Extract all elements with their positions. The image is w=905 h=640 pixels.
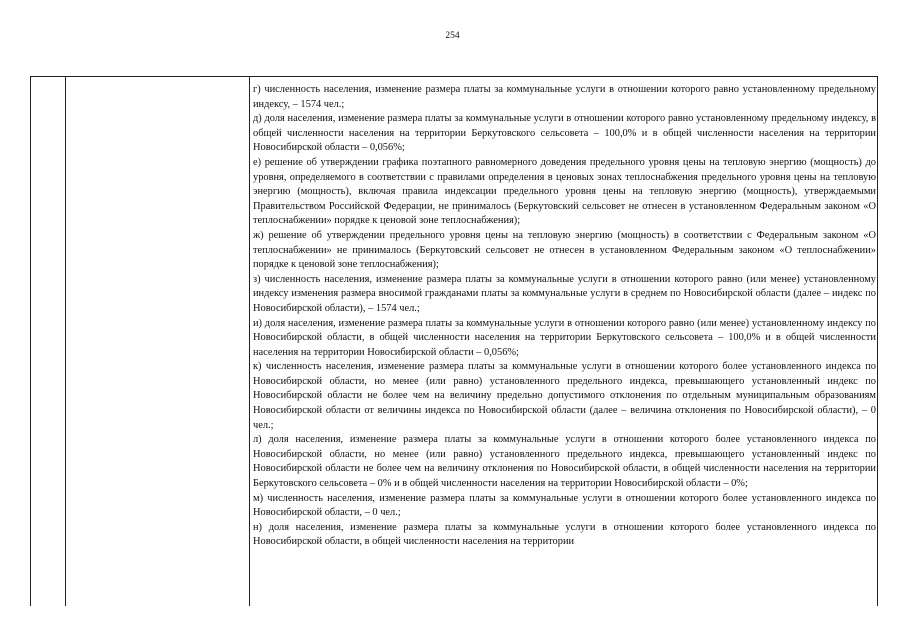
paragraph-m: м) численность населения, изменение размера платы за коммунальные услуги в отношении которого более установленного индекса по Новосибирской области, – 0 чел.; <box>253 492 876 519</box>
paragraph-l: л) доля населения, изменение размера платы за коммунальные услуги в отношении которого более установленного индекса по Новосибирской области, но менее (или равно) установленного предельного индекса, превышающего установленный индекс по Новосибирской области не более чем на величину отклонения по Новосибирской области, в общей численности населения на территории Беркутовского сельсовета – 0% и в общей численности населения на территории Новосибирской области – 0%; <box>253 434 876 490</box>
paragraph-zh: ж) решение об утверждении предельного уровня цены на тепловую энергию (мощность) в соответствии с Федеральным законом «О теплоснабжении» не принималось (Беркутовский сельсовет не отнесен в установленном Федеральным законом «О теплоснабжении» порядке к ценовой зоне теплоснабжения); <box>253 229 876 271</box>
document-table <box>30 76 878 606</box>
paragraph-n: н) доля населения, изменение размера платы за коммунальные услуги в отношении которого более установленного индекса по Новосибирской области, в общей численности населения на территории <box>253 521 876 548</box>
paragraph-e: е) решение об утверждении графика поэтапного равномерного доведения предельного уровня цены на тепловую энергию (мощность) до уровня, определяемого в соответствии с правилами определения в ценовых зонах теплоснабжения предельного уровня цены на тепловую энергию (мощность), включая правила индексации предельного уровня цены на тепловую энергию (мощность), утверждаемыми Правительством Российской Федерации, не принималось (Беркутовский сельсовет не отнесен в установленном Федеральным законом «О теплоснабжении» порядке к ценовой зоне теплоснабжения); <box>253 156 876 227</box>
table-text-cell <box>253 83 876 550</box>
paragraph-k: к) численность населения, изменение размера платы за коммунальные услуги в отношении которого более установленного индекса по Новосибирской области, но менее (или равно) установленного предельного индекса, превышающего установленный индекс по Новосибирской области не более чем на величину предельно допустимого отклонения по отдельным муниципальным образованиям Новосибирской области от величины индекса по Новосибирской области (далее – величина отклонения по Новосибирской области), – 0 чел.; <box>253 361 876 431</box>
paragraph-d: д) доля населения, изменение размера платы за коммунальные услуги в отношении которого равно установленному предельному индексу, в общей численности населения на территории Беркутовского сельсовета – 100,0% и в общей численности населения на территории Новосибирской области – 0,056%; <box>253 113 876 154</box>
paragraph-z: з) численность населения, изменение размера платы за коммунальные услуги в отношении которого равно (или менее) установленному индексу изменения размера вносимой гражданами платы за коммунальные услуги в среднем по Новосибирской области (далее – индекс по Новосибирской области), – 1574 чел.; <box>253 273 876 314</box>
table-column-divider <box>249 77 250 606</box>
paragraph-i: и) доля населения, изменение размера платы за коммунальные услуги в отношении которого равно (или менее) установленному индексу по Новосибирской области, в общей численности населения на территории Беркутовского сельсовета – 100,0% и в общей численности населения на территории Новосибирской области – 0,056%; <box>253 317 876 358</box>
paragraph-g: г) численность населения, изменение размера платы за коммунальные услуги в отношении которого равно установленному предельному индексу, – 1574 чел.; <box>253 84 876 110</box>
page-number: 254 <box>445 31 460 41</box>
table-column-divider <box>65 77 66 606</box>
